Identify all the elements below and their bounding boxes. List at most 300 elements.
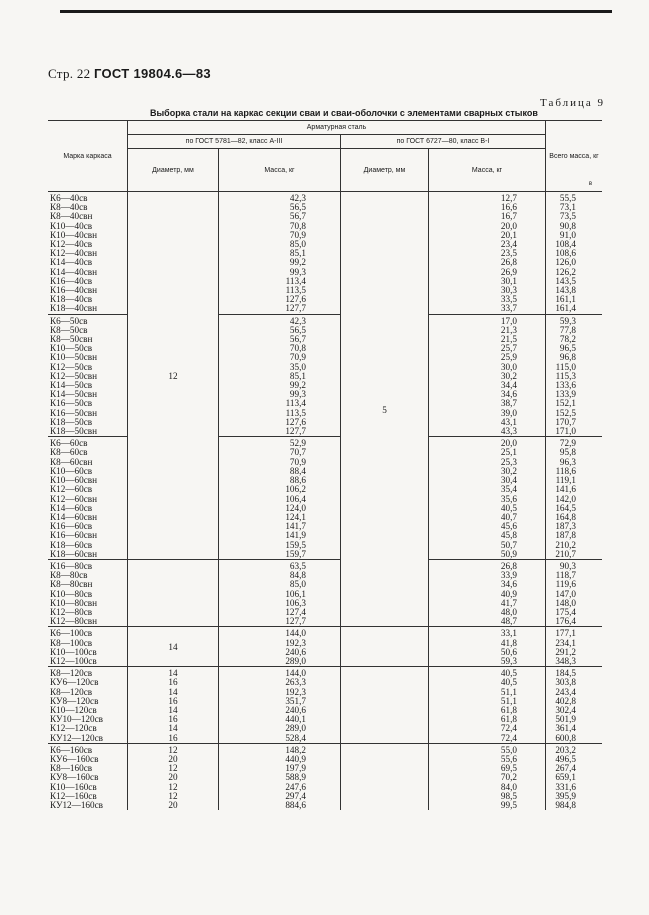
mass-b-cell: 40,5: [429, 667, 546, 679]
diam-b-cell: [341, 764, 429, 773]
mass-a-cell: 52,9: [219, 437, 341, 449]
mark-cell: К12—160св: [48, 792, 128, 801]
mass-b-cell: 40,5: [429, 678, 546, 687]
total-cell: 142,0: [555, 493, 576, 504]
diam-a-cell: [128, 192, 219, 560]
mass-b-cell: 50,9: [429, 550, 546, 560]
total-cell: 119,1: [555, 475, 576, 486]
mass-b-cell: 40,9: [429, 590, 546, 599]
mark-cell: КУ12—120св: [48, 734, 128, 744]
total-cell: 152,5: [555, 407, 576, 418]
mass-a-cell: 113,5: [219, 286, 341, 295]
total-cell: 141,6: [555, 484, 576, 495]
total-cell: 118,7: [555, 570, 576, 581]
mass-b-cell: 40,5: [429, 504, 546, 513]
total-cell: 143,8: [555, 285, 576, 296]
mark-cell: К16—50св: [48, 399, 128, 408]
mass-a-cell: 99,2: [219, 258, 341, 267]
mass-a-cell: 99,3: [219, 390, 341, 399]
mark-cell: К8—120св: [48, 667, 128, 679]
mass-a-cell: 106,3: [219, 599, 341, 608]
mass-a-cell: 113,4: [219, 399, 341, 408]
total-cell: 143,5: [555, 275, 576, 286]
mass-a-cell: 84,8: [219, 571, 341, 580]
mark-cell: К8—160св: [48, 764, 128, 773]
mark-cell: К8—40свн: [48, 212, 128, 221]
table-row: [48, 724, 602, 733]
total-cell: 148,0: [555, 597, 576, 608]
mark-cell: К12—40св: [48, 240, 128, 249]
top-rule: [60, 10, 612, 13]
total-cell: 96,8: [559, 352, 576, 363]
total-cell: 303,8: [555, 677, 576, 688]
mass-a-cell: 351,7: [219, 697, 341, 706]
mass-a-cell: 588,9: [219, 773, 341, 782]
total-cell: 348,3: [555, 655, 576, 666]
total-cell: 119,6: [555, 579, 576, 590]
total-cell: 118,6: [555, 465, 576, 476]
mark-cell: К18—40свн: [48, 304, 128, 314]
mass-b-cell: 30,3: [429, 286, 546, 295]
header-diam-b: Диаметр, мм: [341, 149, 429, 192]
mass-b-cell: 23,4: [429, 240, 546, 249]
mass-a-cell: 56,5: [219, 203, 341, 212]
total-cell: 175,4: [555, 606, 576, 617]
mass-a-cell: 263,3: [219, 678, 341, 687]
mass-a-cell: 127,7: [219, 427, 341, 437]
total-cell: 187,3: [555, 521, 576, 532]
mass-a-cell: 141,9: [219, 531, 341, 540]
diam-a-cell: [128, 627, 219, 667]
diam-b-cell: [341, 734, 429, 744]
mass-b-cell: 35,6: [429, 495, 546, 504]
mass-b-cell: 40,7: [429, 513, 546, 522]
diam-a-cell: 16: [128, 715, 219, 724]
diam-b-cell: [341, 648, 429, 657]
mass-a-cell: 70,8: [219, 222, 341, 231]
mass-a-cell: 127,7: [219, 617, 341, 627]
mark-cell: К12—60св: [48, 485, 128, 494]
diam-a-cell: 20: [128, 755, 219, 764]
steel-table: [48, 120, 602, 810]
mass-b-cell: 61,8: [429, 715, 546, 724]
mark-cell: КУ6—160св: [48, 755, 128, 764]
mass-b-cell: 33,9: [429, 571, 546, 580]
mark-cell: К10—60св: [48, 467, 128, 476]
mark-cell: К10—60свн: [48, 476, 128, 485]
diam-b-cell: [341, 627, 429, 639]
diam-b-cell: [341, 657, 429, 667]
mark-cell: К16—60св: [48, 522, 128, 531]
mass-b-cell: 99,5: [429, 801, 546, 810]
diam-b-cell: [341, 724, 429, 733]
header-diam-a: Диаметр, мм: [128, 149, 219, 192]
total-cell: 302,4: [555, 704, 576, 715]
mark-cell: К14—50свн: [48, 390, 128, 399]
mass-b-cell: 30,4: [429, 476, 546, 485]
mark-cell: К10—50свн: [48, 353, 128, 362]
total-cell: 96,5: [559, 343, 576, 354]
total-cell: 59,3: [546, 314, 603, 326]
total-cell: 234,1: [555, 637, 576, 648]
total-cell: 91,0: [559, 229, 576, 240]
mass-b-cell: 26,8: [429, 258, 546, 267]
mass-b-cell: 48,7: [429, 617, 546, 627]
mass-b-cell: 41,7: [429, 599, 546, 608]
table-row: [48, 755, 602, 764]
mass-b-cell: 33,5: [429, 295, 546, 304]
mass-a-cell: 289,0: [219, 657, 341, 667]
mass-b-cell: 33,1: [429, 627, 546, 639]
mark-cell: К16—50свн: [48, 409, 128, 418]
total-cell: 171,0: [555, 426, 576, 437]
diam-a-cell: 12: [128, 743, 219, 755]
mass-a-cell: 35,0: [219, 363, 341, 372]
mass-b-cell: 45,8: [429, 531, 546, 540]
diam-a-cell: 12: [128, 792, 219, 801]
mark-cell: К12—80свн: [48, 617, 128, 627]
mark-cell: КУ12—160св: [48, 801, 128, 810]
diam-a-cell: 14: [128, 724, 219, 733]
diam-a-cell: 20: [128, 801, 219, 810]
mark-cell: К6—160св: [48, 743, 128, 755]
mass-a-cell: 56,5: [219, 326, 341, 335]
diam-b-cell: [341, 688, 429, 697]
mass-b-cell: 20,0: [429, 222, 546, 231]
total-cell: 72,9: [546, 437, 603, 449]
total-cell: 164,8: [555, 511, 576, 522]
table-row: [48, 764, 602, 773]
mass-a-cell: 141,7: [219, 522, 341, 531]
mass-a-cell: 127,7: [219, 304, 341, 314]
mass-a-cell: 440,1: [219, 715, 341, 724]
diam-a-cell: 14: [128, 667, 219, 679]
mass-b-cell: 26,9: [429, 268, 546, 277]
mark-cell: К12—60свн: [48, 495, 128, 504]
total-cell: 77,8: [559, 324, 576, 335]
table-row: [48, 678, 602, 687]
header-gost-b: по ГОСТ 6727—80, класс В-I: [341, 135, 546, 149]
mass-a-cell: 56,7: [219, 335, 341, 344]
mass-a-cell: 127,6: [219, 295, 341, 304]
diam-b-cell: [341, 743, 429, 755]
total-cell: 331,6: [555, 781, 576, 792]
mass-a-cell: 144,0: [219, 667, 341, 679]
diam-b-cell: [341, 715, 429, 724]
mass-b-cell: 35,4: [429, 485, 546, 494]
mass-b-cell: 30,0: [429, 363, 546, 372]
document-code: ГОСТ 19804.6—83: [94, 66, 211, 81]
total-cell: 147,0: [555, 588, 576, 599]
diam-b-cell: [341, 801, 429, 810]
table-row: [48, 801, 602, 810]
page-number: Стр. 22: [48, 66, 91, 81]
mark-cell: К8—60свн: [48, 458, 128, 467]
table-row: [48, 783, 602, 792]
total-cell: 133,6: [555, 380, 576, 391]
mass-a-cell: 440,9: [219, 755, 341, 764]
mark-cell: К12—50св: [48, 363, 128, 372]
mark-cell: К18—40св: [48, 295, 128, 304]
total-cell: 501,9: [555, 714, 576, 725]
table-row: [48, 792, 602, 801]
table-row: [48, 559, 602, 571]
mass-b-cell: 72,4: [429, 724, 546, 733]
mass-a-cell: 127,6: [219, 418, 341, 427]
mark-cell: К10—40св: [48, 222, 128, 231]
mark-cell: КУ6—120св: [48, 678, 128, 687]
total-cell: 78,2: [559, 334, 576, 345]
mass-b-cell: 69,5: [429, 764, 546, 773]
diam-b-value: 5: [382, 404, 387, 415]
mass-a-cell: 106,1: [219, 590, 341, 599]
mass-b-cell: 12,7: [429, 192, 546, 204]
diam-b-cell: [341, 773, 429, 782]
total-cell: 90,8: [559, 220, 576, 231]
total-cell: 402,8: [555, 695, 576, 706]
mass-a-cell: 144,0: [219, 627, 341, 639]
mass-a-cell: 85,0: [219, 240, 341, 249]
mark-cell: К6—50св: [48, 314, 128, 326]
mass-a-cell: 124,1: [219, 513, 341, 522]
mark-cell: К16—40св: [48, 277, 128, 286]
total-cell: 203,2: [546, 743, 603, 755]
diam-a-cell: 12: [128, 764, 219, 773]
mass-a-cell: 88,6: [219, 476, 341, 485]
mass-b-cell: 84,0: [429, 783, 546, 792]
mass-b-cell: 34,4: [429, 381, 546, 390]
mass-b-cell: 72,4: [429, 734, 546, 744]
mass-a-cell: 106,4: [219, 495, 341, 504]
mass-b-cell: 41,8: [429, 639, 546, 648]
mass-a-cell: 85,1: [219, 249, 341, 258]
mark-cell: К14—40св: [48, 258, 128, 267]
mass-b-cell: 43,3: [429, 427, 546, 437]
mass-b-cell: 30,2: [429, 372, 546, 381]
diam-a-cell: 16: [128, 697, 219, 706]
mass-a-cell: 88,4: [219, 467, 341, 476]
total-cell: 291,2: [555, 646, 576, 657]
mass-b-cell: 98,5: [429, 792, 546, 801]
diam-b-cell: [341, 783, 429, 792]
total-cell: 164,5: [555, 502, 576, 513]
mass-a-cell: 42,3: [219, 314, 341, 326]
diam-a-cell: 14: [128, 688, 219, 697]
mark-cell: К8—60св: [48, 448, 128, 457]
total-cell: 115,3: [555, 370, 576, 381]
mark-cell: К16—80св: [48, 559, 128, 571]
diam-b-cell: [341, 192, 429, 627]
mass-a-cell: 42,3: [219, 192, 341, 204]
table-row: [48, 192, 602, 204]
mass-b-cell: 51,1: [429, 697, 546, 706]
mark-cell: К12—50свн: [48, 372, 128, 381]
mass-b-cell: 50,7: [429, 541, 546, 550]
mass-b-cell: 25,3: [429, 458, 546, 467]
table-row: [48, 734, 602, 744]
mass-a-cell: 70,8: [219, 344, 341, 353]
mark-cell: К10—80свн: [48, 599, 128, 608]
mass-a-cell: 56,7: [219, 212, 341, 221]
mark-cell: К14—60св: [48, 504, 128, 513]
mass-b-cell: 70,2: [429, 773, 546, 782]
mass-b-cell: 25,9: [429, 353, 546, 362]
mass-a-cell: 113,5: [219, 409, 341, 418]
mass-a-cell: 884,6: [219, 801, 341, 810]
mark-cell: К12—80св: [48, 608, 128, 617]
total-cell: 115,0: [555, 361, 576, 372]
total-cell: 600,8: [555, 732, 576, 743]
mass-b-cell: 34,6: [429, 580, 546, 589]
mass-b-cell: 38,7: [429, 399, 546, 408]
mass-b-cell: 26,8: [429, 559, 546, 571]
total-cell: 133,9: [555, 389, 576, 400]
total-cell: 152,1: [555, 398, 576, 409]
mark-cell: КУ10—120св: [48, 715, 128, 724]
table-row: [48, 627, 602, 639]
diam-b-cell: [341, 697, 429, 706]
mass-a-cell: 240,6: [219, 648, 341, 657]
total-cell: 210,2: [555, 539, 576, 550]
total-cell: 184,5: [546, 667, 603, 679]
diam-a-cell: 14: [128, 706, 219, 715]
diam-b-cell: [341, 667, 429, 679]
mass-b-cell: 55,0: [429, 743, 546, 755]
mark-cell: К12—100св: [48, 657, 128, 667]
mass-a-cell: 70,9: [219, 353, 341, 362]
mark-cell: К16—40свн: [48, 286, 128, 295]
mark-cell: К8—80свн: [48, 580, 128, 589]
mass-a-cell: 159,7: [219, 550, 341, 560]
diam-b-cell: [341, 678, 429, 687]
mass-b-cell: 20,0: [429, 437, 546, 449]
total-cell: 361,4: [555, 723, 576, 734]
diam-a-cell: 20: [128, 773, 219, 782]
mass-b-cell: 50,6: [429, 648, 546, 657]
header-mass-a: Масса, кг: [219, 149, 341, 192]
mass-b-cell: 43,1: [429, 418, 546, 427]
total-cell: 210,7: [555, 548, 576, 559]
mass-b-cell: 21,3: [429, 326, 546, 335]
mass-a-cell: 148,2: [219, 743, 341, 755]
table-row: [48, 706, 602, 715]
total-cell: 177,1: [546, 627, 603, 639]
mass-b-cell: 34,6: [429, 390, 546, 399]
total-cell: 55,5: [546, 192, 603, 204]
mass-b-cell: 61,8: [429, 706, 546, 715]
mass-b-cell: 17,0: [429, 314, 546, 326]
mark-cell: К10—80св: [48, 590, 128, 599]
mark-cell: К8—50св: [48, 326, 128, 335]
mass-a-cell: 85,0: [219, 580, 341, 589]
mass-a-cell: 240,6: [219, 706, 341, 715]
mark-cell: К12—120св: [48, 724, 128, 733]
mark-cell: К16—60свн: [48, 531, 128, 540]
mass-a-cell: 99,3: [219, 268, 341, 277]
total-cell: 95,8: [559, 447, 576, 458]
total-cell: 108,4: [555, 239, 576, 250]
mark-cell: К8—120св: [48, 688, 128, 697]
mark-cell: КУ8—160св: [48, 773, 128, 782]
mark-cell: К8—100св: [48, 639, 128, 648]
stray-mark: в: [588, 181, 592, 187]
total-cell: 126,2: [555, 266, 576, 277]
mark-cell: К14—60свн: [48, 513, 128, 522]
mass-b-cell: 25,1: [429, 448, 546, 457]
mark-cell: К10—100св: [48, 648, 128, 657]
table-row: [48, 697, 602, 706]
header-rebar: Арматурная сталь: [128, 121, 546, 135]
mark-cell: К18—60свн: [48, 550, 128, 560]
total-cell: 126,0: [555, 257, 576, 268]
table-title: Выборка стали на каркас секции сваи и сваи-оболочки с элементами сварных стыков: [150, 108, 538, 118]
mass-a-cell: 113,4: [219, 277, 341, 286]
diam-b-cell: [341, 639, 429, 648]
header-mark: Марка каркаса: [48, 121, 128, 192]
mark-cell: К10—40свн: [48, 231, 128, 240]
mass-a-cell: 106,2: [219, 485, 341, 494]
mark-cell: К10—50св: [48, 344, 128, 353]
mass-a-cell: 63,5: [219, 559, 341, 571]
diam-a-cell: 16: [128, 734, 219, 744]
mass-a-cell: 289,0: [219, 724, 341, 733]
mark-cell: К8—80св: [48, 571, 128, 580]
diam-a-value: 14: [168, 642, 178, 653]
mark-cell: К6—40св: [48, 192, 128, 204]
total-cell: 96,3: [559, 456, 576, 467]
table-row: [48, 688, 602, 697]
page-header: [48, 66, 211, 82]
table-label: Таблица 9: [540, 97, 606, 109]
mark-cell: К18—60св: [48, 541, 128, 550]
mass-b-cell: 30,1: [429, 277, 546, 286]
mass-b-cell: 51,1: [429, 688, 546, 697]
total-cell: 659,1: [555, 772, 576, 783]
total-cell: 161,1: [555, 294, 576, 305]
mass-a-cell: 124,0: [219, 504, 341, 513]
mass-b-cell: 16,6: [429, 203, 546, 212]
mass-a-cell: 159,5: [219, 541, 341, 550]
total-cell: 73,1: [559, 202, 576, 213]
total-cell: 73,5: [559, 211, 576, 222]
total-cell: 170,7: [555, 416, 576, 427]
diam-a-cell: 12: [128, 783, 219, 792]
mass-b-cell: 30,2: [429, 467, 546, 476]
diam-a-cell: 16: [128, 678, 219, 687]
mass-b-cell: 25,7: [429, 344, 546, 353]
mark-cell: К6—60св: [48, 437, 128, 449]
mass-b-cell: 45,6: [429, 522, 546, 531]
mass-b-cell: 59,3: [429, 657, 546, 667]
mass-b-cell: 48,0: [429, 608, 546, 617]
mass-a-cell: 192,3: [219, 688, 341, 697]
mass-a-cell: 297,4: [219, 792, 341, 801]
mark-cell: К18—50свн: [48, 427, 128, 437]
mark-cell: К14—50св: [48, 381, 128, 390]
mark-cell: К12—40свн: [48, 249, 128, 258]
total-cell: 395,9: [555, 790, 576, 801]
mass-a-cell: 197,9: [219, 764, 341, 773]
mark-cell: К10—160св: [48, 783, 128, 792]
mark-cell: КУ8—120св: [48, 697, 128, 706]
mass-a-cell: 70,9: [219, 458, 341, 467]
table-row: [48, 743, 602, 755]
mass-a-cell: 528,4: [219, 734, 341, 744]
mass-b-cell: 21,5: [429, 335, 546, 344]
mass-b-cell: 16,7: [429, 212, 546, 221]
diam-a-cell: [128, 559, 219, 626]
diam-b-cell: [341, 792, 429, 801]
